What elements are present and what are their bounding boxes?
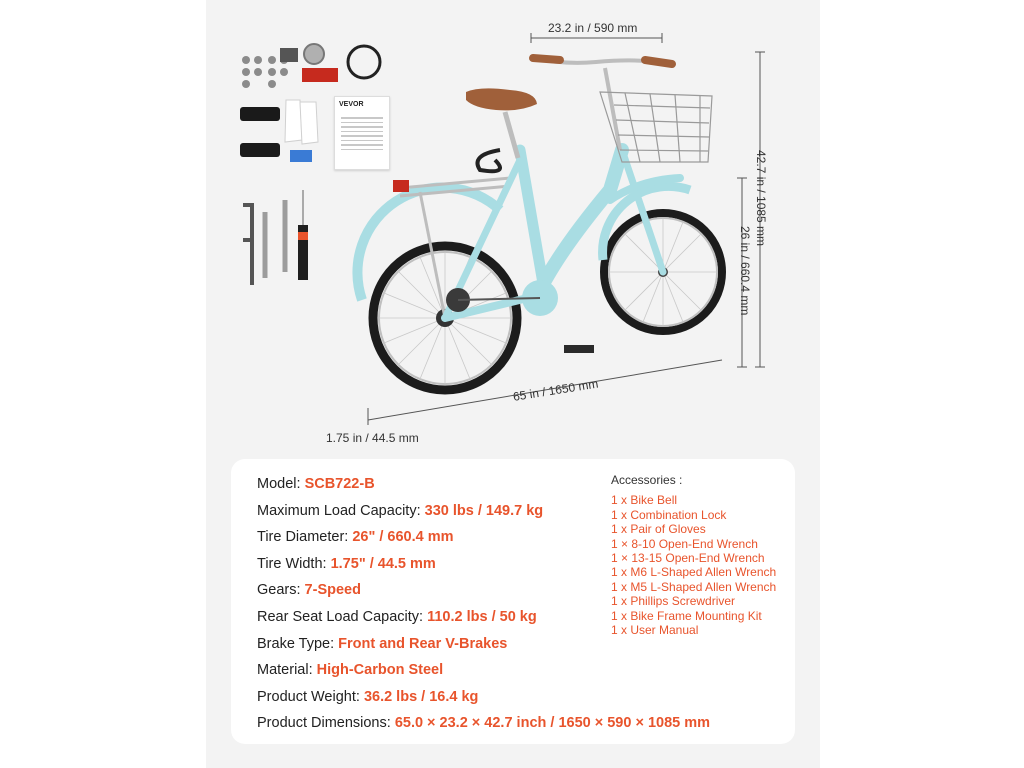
accessory-item: 1 x User Manual bbox=[611, 623, 699, 638]
wheel-height-label: 26 in / 660.4 mm bbox=[738, 226, 752, 316]
frame bbox=[445, 150, 680, 318]
pedals bbox=[240, 107, 280, 157]
accessory-item: 1 x Phillips Screwdriver bbox=[611, 594, 736, 609]
spec-value: 330 lbs / 149.7 kg bbox=[424, 502, 544, 519]
user-manual bbox=[334, 96, 390, 170]
spec-row-dimensions bbox=[257, 710, 710, 737]
front-reflector bbox=[302, 68, 338, 82]
spec-card bbox=[231, 459, 795, 744]
spec-value: SCB722-B bbox=[304, 476, 375, 492]
tire-width-label: 1.75 in / 44.5 mm bbox=[326, 431, 419, 445]
spec-label: Tire Width: bbox=[257, 555, 331, 572]
right-grip bbox=[645, 60, 672, 64]
spec-value: 65.0 × 23.2 × 42.7 inch / 1650 × 590 × 1085 mm bbox=[394, 715, 711, 732]
spec-value: 1.75" / 44.5 mm bbox=[330, 555, 436, 572]
glove-cuff bbox=[290, 150, 312, 162]
spec-value: 7-Speed bbox=[304, 582, 361, 599]
spec-row-weight bbox=[257, 684, 710, 711]
spec-label: Tire Diameter: bbox=[257, 529, 353, 546]
spec-label: Model: bbox=[257, 476, 305, 492]
pedal bbox=[564, 345, 594, 353]
allen-wrenches bbox=[243, 205, 252, 285]
accessory-item: 1 x Bike Frame Mounting Kit bbox=[611, 608, 762, 623]
saddle bbox=[466, 88, 537, 110]
spec-label: Brake Type: bbox=[257, 635, 339, 652]
spec-value: 36.2 lbs / 16.4 kg bbox=[363, 688, 479, 705]
spec-value: 26" / 660.4 mm bbox=[352, 529, 454, 546]
accessories-title: Accessories : bbox=[611, 473, 683, 487]
open-end-wrenches bbox=[265, 200, 285, 278]
accessory-item: 1 x M5 L-Shaped Allen Wrench bbox=[611, 579, 777, 594]
spec-label: Product Weight: bbox=[257, 688, 364, 705]
accessory-item: 1 x Pair of Gloves bbox=[611, 522, 706, 537]
spec-value: High-Carbon Steel bbox=[316, 662, 444, 679]
manual-brand: VEVOR bbox=[339, 101, 364, 108]
left-grip bbox=[533, 58, 560, 60]
spec-label: Product Dimensions: bbox=[257, 715, 395, 732]
spec-label: Rear Seat Load Capacity: bbox=[257, 608, 428, 625]
combination-lock bbox=[348, 46, 380, 78]
spec-label: Gears: bbox=[257, 582, 305, 599]
length-label: 65 in / 1650 mm bbox=[512, 376, 600, 404]
spec-label: Maximum Load Capacity: bbox=[257, 502, 425, 519]
accessory-item: 1 x Combination Lock bbox=[611, 507, 727, 522]
accessories-list bbox=[611, 473, 776, 637]
rear-reflector bbox=[393, 180, 409, 192]
spec-row-material bbox=[257, 657, 710, 684]
spec-value: 110.2 lbs / 50 kg bbox=[427, 608, 537, 625]
cable-lock bbox=[478, 150, 501, 171]
gloves bbox=[285, 100, 318, 144]
spec-label: Material: bbox=[257, 662, 317, 679]
accessory-item: 1 × 8-10 Open-End Wrench bbox=[611, 536, 758, 551]
accessory-item: 1 x M6 L-Shaped Allen Wrench bbox=[611, 565, 777, 580]
handlebar-width-label: 23.2 in / 590 mm bbox=[548, 21, 638, 35]
accessory-item: 1 x Bike Bell bbox=[611, 493, 678, 508]
total-height-label: 42.7 in / 1085 mm bbox=[754, 150, 768, 247]
manual-text-lines bbox=[341, 117, 383, 153]
spec-value: Front and Rear V-Brakes bbox=[338, 635, 508, 652]
accessory-item: 1 × 13-15 Open-End Wrench bbox=[611, 551, 765, 566]
bell bbox=[304, 44, 324, 64]
mounting-bracket bbox=[280, 48, 298, 62]
